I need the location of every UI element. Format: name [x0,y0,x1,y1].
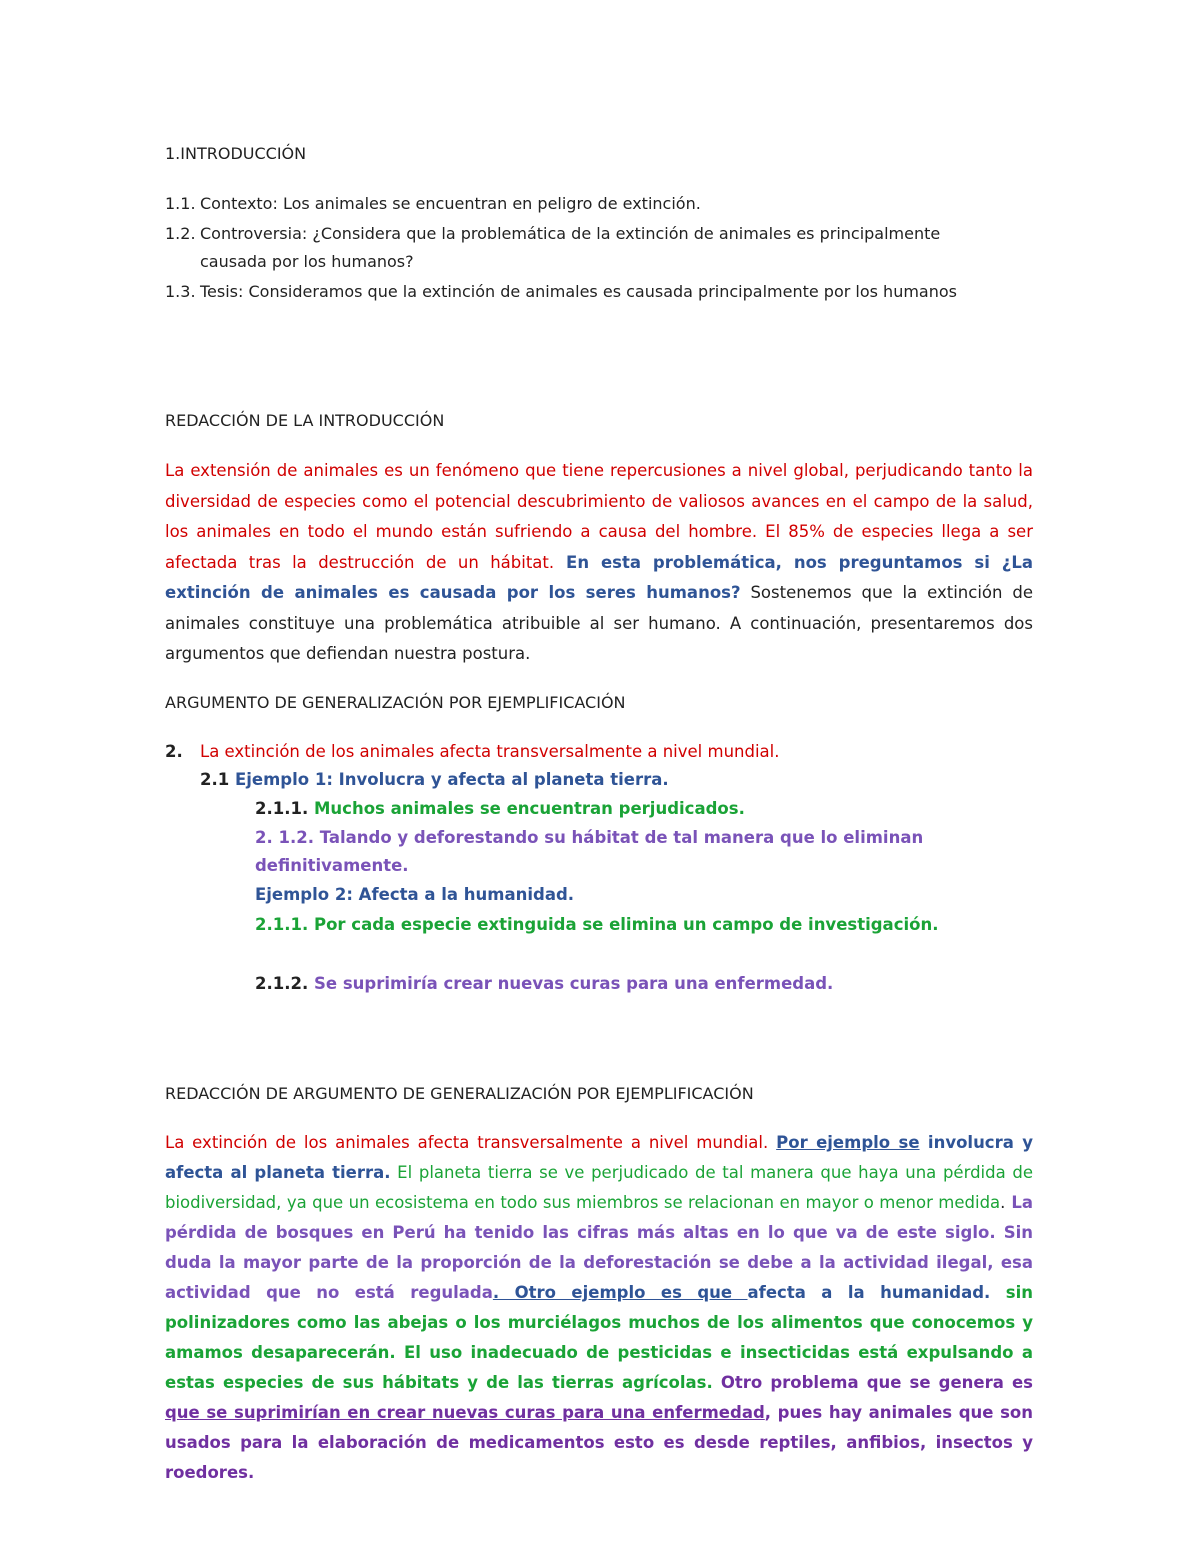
intro-red-text: La extensión de animales es un fenómeno que tiene repercusiones a nivel global, perjudicando tanto la diversidad de especies como el potencial descubrimiento de valiosos avances en el campo de la salud, los animales en todo el mundo están sufriendo a causa del hombre. El 85% de especies llega a ser afectada tras la destrucción de un hábitat. [165,461,1033,572]
intro-item-num-3: 1.3. [165,282,196,301]
redaccion-arg-heading: REDACCIÓN DE ARGUMENTO DE GENERALIZACIÓN POR EJEMPLIFICACIÓN [165,1084,754,1103]
arg-s12: , pues hay animales que son usados para la elaboración de medicamentos esto es desde reptiles, anfibios, insectos y roedores. [165,1403,1033,1482]
ejemplo-1-2-line2: definitivamente. [255,856,409,875]
arg-s10: Otro problema que se genera es [712,1373,1033,1392]
ejemplo-2-2 [255,974,833,993]
ejemplo-1-2-line1: 2. 1.2. Talando y deforestando su hábitat de tal manera que lo eliminan [255,828,924,847]
intro-item-2 [200,224,940,243]
ejemplo-2-1: 2.1.1. Por cada especie extinguida se elimina un campo de investigación. [255,915,939,934]
intro-item-text: ¿Considera que la problemática de la extinción de animales es principalmente [307,224,941,243]
intro-item-num-1: 1.1. [165,194,196,213]
ejemplo-2-2-num: 2.1.2. [255,974,309,993]
argumento-main-num: 2. [165,742,183,761]
intro-item-label: Contexto: [200,194,278,213]
arg-s7: . Otro ejemplo es que [492,1283,748,1302]
arg-s4: El planeta tierra se ve perjudicado de tal manera que haya una pérdida de biodiversidad, ya que un ecosistema en todo sus miembros se relacionan en mayor o menor medida [165,1163,1033,1212]
ejemplo-1-num: 2.1 [200,770,230,789]
intro-dark-text: Sostenemos que la extinción de animales constituye una problemática atribuible al ser humano. A continuación, presentaremos dos argumentos que defiendan nuestra postura. [165,583,1033,663]
intro-item-label: Controversia: [200,224,308,243]
intro-item-2-cont: causada por los humanos? [200,252,414,271]
arg-s3: involucra y afecta al planeta tierra. [165,1133,1034,1182]
intro-blue-text: En esta problemática, nos preguntamos si ¿La extinción de animales es causada por los seres humanos? [165,552,1034,602]
intro-item-num-2: 1.2. [165,224,196,243]
arg-s9: sin polinizadores como las abejas o los murciélagos muchos de los alimentos que conocemos y amamos desaparecerán. El uso inadecuado de pesticidas e insecticidas está expulsando a estas especies de sus hábitats y de las tierras agrícolas. [165,1283,1034,1392]
redaccion-intro-paragraph [165,456,1033,670]
arg-s6: La pérdida de bosques en Perú ha tenido las cifras más altas en lo que va de este siglo. Sin duda la mayor parte de la proporción de la deforestación se debe a la actividad ilegal, esa actividad que no está regulada [165,1193,1033,1302]
argumento-main-text: La extinción de los animales afecta transversalmente a nivel mundial. [200,742,780,761]
redaccion-intro-heading: REDACCIÓN DE LA INTRODUCCIÓN [165,411,445,430]
ejemplo-1-text: Ejemplo 1: Involucra y afecta al planeta tierra. [229,770,669,789]
ejemplo-1 [200,770,669,789]
ejemplo-1-1-text: Muchos animales se encuentran perjudicados. [308,799,745,818]
intro-item-label: Tesis: [200,282,244,301]
intro-item-text: Consideramos que la extinción de animales es causada principalmente por los humanos [243,282,957,301]
arg-s5: . [1000,1193,1006,1212]
arg-s11: que se suprimirían en crear nuevas curas para una enfermedad [165,1403,765,1422]
arg-s8: afecta a la humanidad. [747,1283,991,1302]
ejemplo-2-2-text: Se suprimiría crear nuevas curas para una enfermedad. [308,974,834,993]
arg-s2: Por ejemplo se [776,1133,920,1152]
arg-s1: La extinción de los animales afecta transversalmente a nivel mundial. [165,1133,777,1152]
redaccion-arg-paragraph [165,1128,1033,1488]
argumento-heading: ARGUMENTO DE GENERALIZACIÓN POR EJEMPLIFICACIÓN [165,693,626,712]
intro-item-text: Los animales se encuentran en peligro de extinción. [277,194,701,213]
ejemplo-2: Ejemplo 2: Afecta a la humanidad. [255,885,575,904]
intro-item-1 [200,194,701,213]
intro-item-3 [200,282,957,301]
intro-title: 1.INTRODUCCIÓN [165,144,307,163]
ejemplo-1-1 [255,799,745,818]
ejemplo-1-1-num: 2.1.1. [255,799,309,818]
